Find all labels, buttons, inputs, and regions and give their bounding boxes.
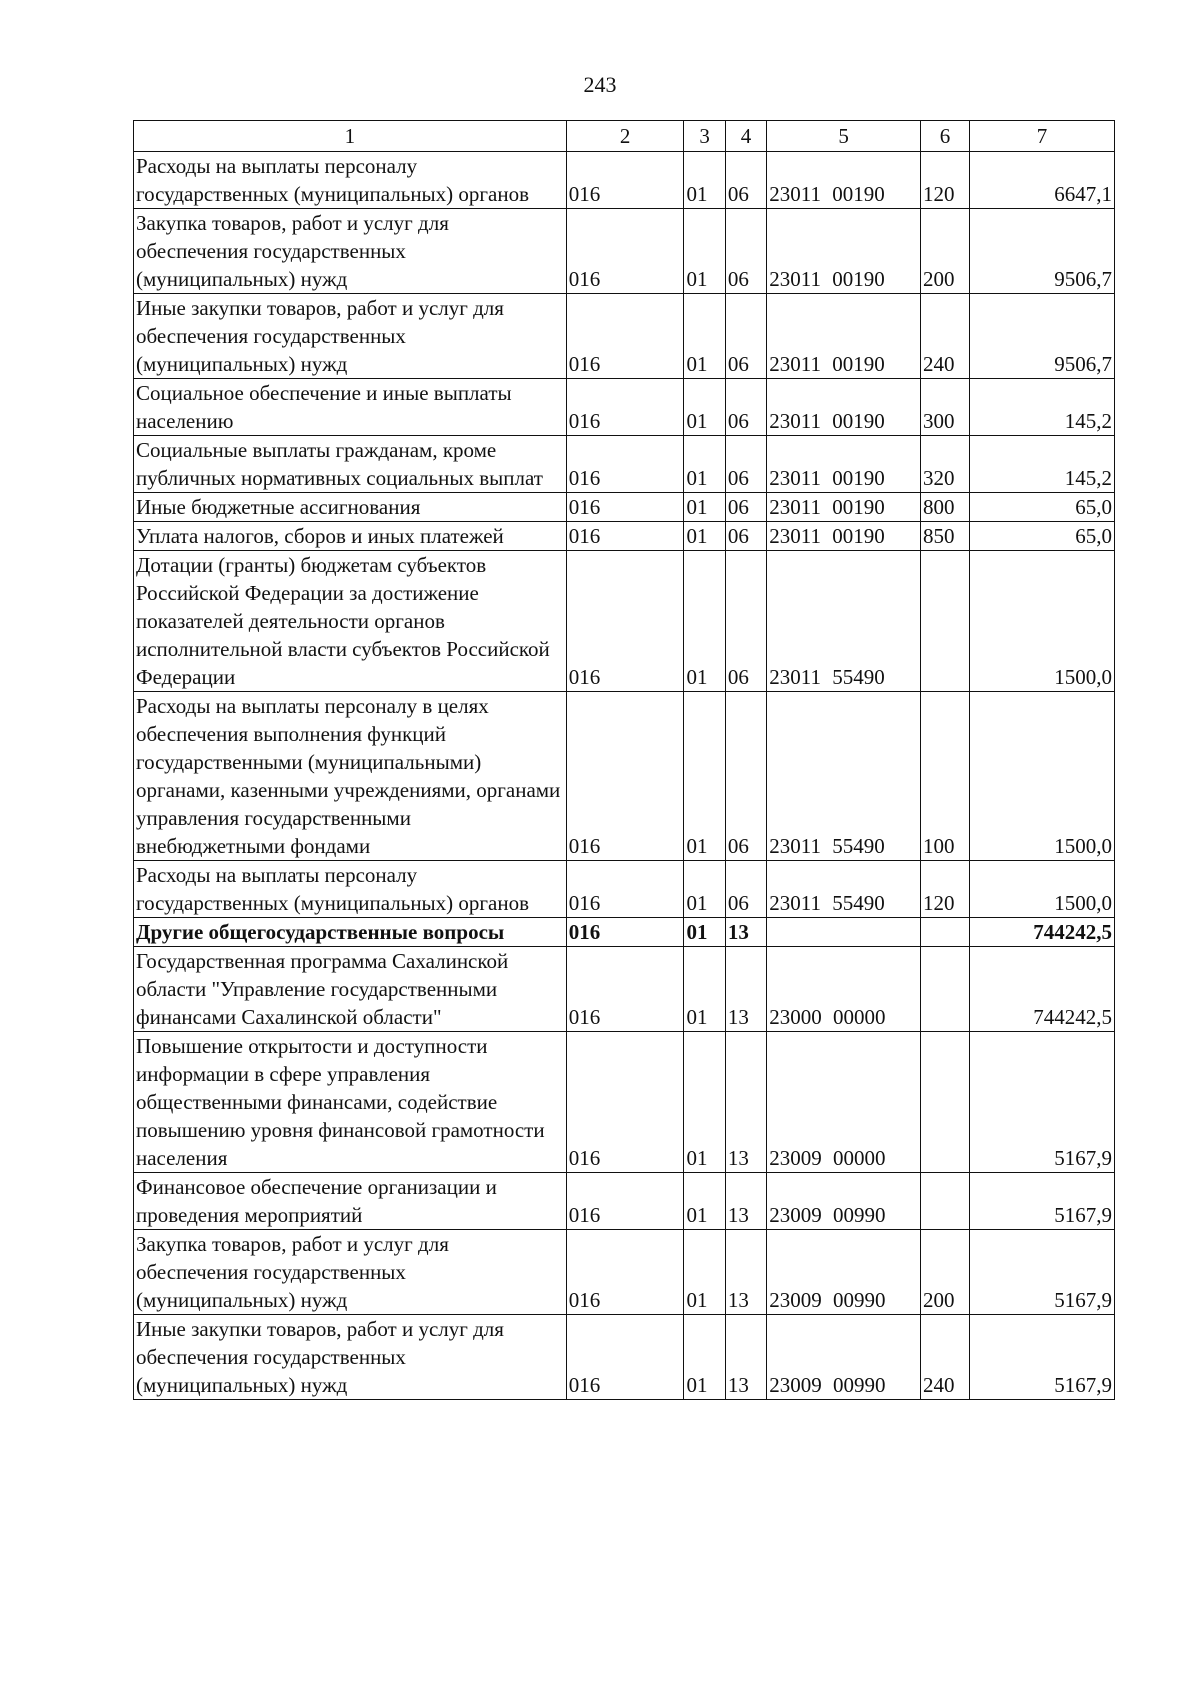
expense-name-cell: Иные закупки товаров, работ и услуг для обеспечения государственных (муниципальных) нужд [134,294,567,379]
section-code-cell: 01 [684,1173,725,1230]
table-row [134,436,1115,493]
subsection-code-cell: 13 [725,1315,766,1400]
expense-name-cell: Иные бюджетные ассигнования [134,493,567,522]
expense-name-cell: Уплата налогов, сборов и иных платежей [134,522,567,551]
expense-type-cell: 240 [920,1315,969,1400]
column-header: 5 [767,121,921,152]
department-code-cell: 016 [566,209,684,294]
amount-cell: 1500,0 [969,551,1114,692]
department-code-cell: 016 [566,1173,684,1230]
subsection-code-cell: 06 [725,209,766,294]
subsection-code-cell: 06 [725,436,766,493]
table-row [134,379,1115,436]
subsection-code-cell: 13 [725,1173,766,1230]
table-row [134,294,1115,379]
amount-cell: 1500,0 [969,861,1114,918]
subsection-code-cell: 06 [725,379,766,436]
section-code-cell: 01 [684,918,725,947]
section-code-cell: 01 [684,1032,725,1173]
target-article-cell: 23011 55490 [767,551,921,692]
target-article-cell: 23011 55490 [767,692,921,861]
amount-cell: 744242,5 [969,947,1114,1032]
table-row [134,918,1115,947]
department-code-cell: 016 [566,551,684,692]
expense-name-cell: Расходы на выплаты персоналу государственных (муниципальных) органов [134,152,567,209]
department-code-cell: 016 [566,1032,684,1173]
expense-name-cell: Финансовое обеспечение организации и проведения мероприятий [134,1173,567,1230]
expense-name-cell: Социальное обеспечение и иные выплаты населению [134,379,567,436]
subsection-code-cell: 13 [725,947,766,1032]
target-article-cell: 23009 00990 [767,1173,921,1230]
budget-table [133,120,1115,1400]
target-article-cell: 23011 00190 [767,522,921,551]
target-article-cell: 23011 00190 [767,294,921,379]
table-row [134,209,1115,294]
table-row [134,152,1115,209]
department-code-cell: 016 [566,1230,684,1315]
amount-cell: 744242,5 [969,918,1114,947]
target-article-cell: 23011 00190 [767,379,921,436]
column-header: 6 [920,121,969,152]
department-code-cell: 016 [566,1315,684,1400]
expense-type-cell [920,947,969,1032]
expense-type-cell: 300 [920,379,969,436]
expense-type-cell [920,1173,969,1230]
table-row [134,947,1115,1032]
target-article-cell: 23009 00000 [767,1032,921,1173]
amount-cell: 5167,9 [969,1173,1114,1230]
amount-cell: 1500,0 [969,692,1114,861]
department-code-cell: 016 [566,436,684,493]
subsection-code-cell: 06 [725,152,766,209]
table-row [134,1315,1115,1400]
column-header: 1 [134,121,567,152]
department-code-cell: 016 [566,947,684,1032]
section-code-cell: 01 [684,1230,725,1315]
expense-type-cell [920,1032,969,1173]
department-code-cell: 016 [566,493,684,522]
amount-cell: 5167,9 [969,1032,1114,1173]
amount-cell: 5167,9 [969,1315,1114,1400]
department-code-cell: 016 [566,294,684,379]
expense-type-cell: 200 [920,209,969,294]
expense-type-cell: 200 [920,1230,969,1315]
column-header: 2 [566,121,684,152]
expense-type-cell: 800 [920,493,969,522]
target-article-cell: 23000 00000 [767,947,921,1032]
amount-cell: 65,0 [969,493,1114,522]
section-code-cell: 01 [684,551,725,692]
expense-type-cell: 120 [920,152,969,209]
section-code-cell: 01 [684,493,725,522]
table-row [134,861,1115,918]
subsection-code-cell: 06 [725,493,766,522]
table-row [134,1230,1115,1315]
expense-name-cell: Закупка товаров, работ и услуг для обеспечения государственных (муниципальных) нужд [134,1230,567,1315]
table-row [134,522,1115,551]
table-row [134,1173,1115,1230]
subsection-code-cell: 06 [725,692,766,861]
amount-cell: 6647,1 [969,152,1114,209]
subsection-code-cell: 13 [725,1032,766,1173]
department-code-cell: 016 [566,861,684,918]
section-code-cell: 01 [684,152,725,209]
header-row [134,121,1115,152]
target-article-cell: 23011 00190 [767,152,921,209]
subsection-code-cell: 06 [725,522,766,551]
column-header: 7 [969,121,1114,152]
target-article-cell: 23011 55490 [767,861,921,918]
department-code-cell: 016 [566,379,684,436]
amount-cell: 9506,7 [969,294,1114,379]
section-code-cell: 01 [684,1315,725,1400]
column-header: 3 [684,121,725,152]
table-header [134,121,1115,152]
section-code-cell: 01 [684,522,725,551]
department-code-cell: 016 [566,918,684,947]
section-code-cell: 01 [684,379,725,436]
department-code-cell: 016 [566,152,684,209]
amount-cell: 65,0 [969,522,1114,551]
target-article-cell: 23009 00990 [767,1315,921,1400]
expense-name-cell: Повышение открытости и доступности информации в сфере управления общественными финансами, содействие повышению уровня финансовой грамотности населения [134,1032,567,1173]
section-code-cell: 01 [684,209,725,294]
expense-name-cell: Закупка товаров, работ и услуг для обеспечения государственных (муниципальных) нужд [134,209,567,294]
amount-cell: 9506,7 [969,209,1114,294]
subsection-code-cell: 06 [725,861,766,918]
table-row [134,551,1115,692]
amount-cell: 145,2 [969,436,1114,493]
expense-name-cell: Иные закупки товаров, работ и услуг для обеспечения государственных (муниципальных) нужд [134,1315,567,1400]
section-code-cell: 01 [684,947,725,1032]
department-code-cell: 016 [566,522,684,551]
expense-type-cell: 240 [920,294,969,379]
expense-name-cell: Расходы на выплаты персоналу в целях обеспечения выполнения функций государственными (муниципальными) органами, казенными учреждениями, органами управления государственными внебюджетными фондами [134,692,567,861]
department-code-cell: 016 [566,692,684,861]
amount-cell: 5167,9 [969,1230,1114,1315]
table-row [134,493,1115,522]
expense-type-cell: 120 [920,861,969,918]
subsection-code-cell: 06 [725,551,766,692]
target-article-cell: 23009 00990 [767,1230,921,1315]
target-article-cell: 23011 00190 [767,493,921,522]
expense-type-cell [920,918,969,947]
expense-type-cell: 100 [920,692,969,861]
expense-name-cell: Социальные выплаты гражданам, кроме публичных нормативных социальных выплат [134,436,567,493]
target-article-cell: 23011 00190 [767,436,921,493]
table-body [134,152,1115,1400]
section-code-cell: 01 [684,436,725,493]
subsection-code-cell: 13 [725,1230,766,1315]
section-code-cell: 01 [684,294,725,379]
expense-name-cell: Другие общегосударственные вопросы [134,918,567,947]
section-code-cell: 01 [684,692,725,861]
table-row [134,1032,1115,1173]
expense-name-cell: Дотации (гранты) бюджетам субъектов Российской Федерации за достижение показателей деятельности органов исполнительной власти субъектов Российской Федерации [134,551,567,692]
target-article-cell [767,918,921,947]
subsection-code-cell: 13 [725,918,766,947]
amount-cell: 145,2 [969,379,1114,436]
expense-name-cell: Государственная программа Сахалинской области "Управление государственными финансами Сахалинской области" [134,947,567,1032]
expense-type-cell: 320 [920,436,969,493]
expense-type-cell [920,551,969,692]
expense-name-cell: Расходы на выплаты персоналу государственных (муниципальных) органов [134,861,567,918]
expense-type-cell: 850 [920,522,969,551]
column-header: 4 [725,121,766,152]
section-code-cell: 01 [684,861,725,918]
table-row [134,692,1115,861]
page-number: 243 [583,72,617,97]
subsection-code-cell: 06 [725,294,766,379]
target-article-cell: 23011 00190 [767,209,921,294]
